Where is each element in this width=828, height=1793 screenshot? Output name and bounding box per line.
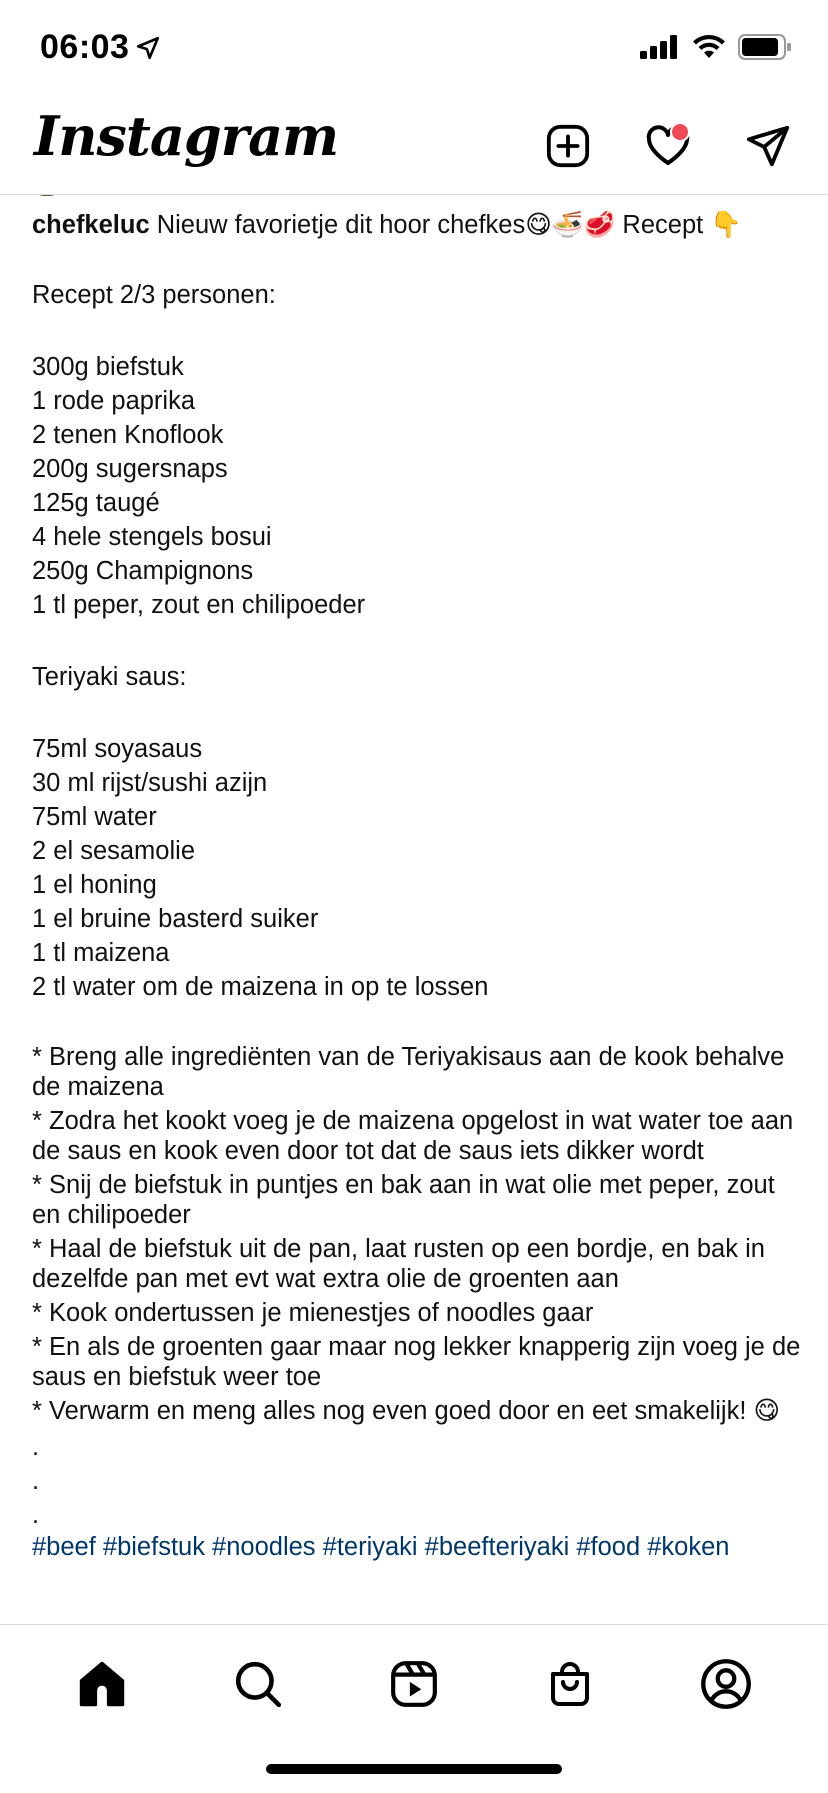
- sauce-ingredient-item: 1 el honing: [32, 871, 157, 899]
- recipe-step: * Zodra het kookt voeg je de maizena opgelost in wat water toe aan de saus en kook even door tot dat de saus iets dikker wordt: [32, 1107, 794, 1165]
- location-arrow-icon: [135, 35, 161, 61]
- messages-button[interactable]: [738, 116, 798, 176]
- cellular-signal-icon: [640, 35, 680, 59]
- sauce-title: Teriyaki saus:: [32, 663, 187, 691]
- ingredient-item: 200g sugersnaps: [32, 455, 228, 483]
- recipe-step: * En als de groenten gaar maar nog lekker knapperig zijn voeg je de saus en biefstuk weer toe: [32, 1333, 801, 1391]
- ingredient-item: 2 tenen Knoflook: [32, 421, 224, 449]
- separator-dot: .: [32, 1467, 40, 1495]
- app-header: [0, 100, 828, 195]
- sauce-ingredient-item: 1 el bruine basterd suiker: [32, 905, 319, 933]
- caption-intro: [32, 210, 802, 240]
- home-indicator[interactable]: [266, 1764, 562, 1774]
- ingredient-item: 250g Champignons: [32, 557, 254, 585]
- ingredient-item: 1 tl peper, zout en chilipoeder: [32, 591, 366, 619]
- battery-icon: [738, 34, 792, 60]
- search-icon: [233, 1659, 283, 1709]
- ingredient-item: 1 rode paprika: [32, 387, 196, 415]
- paper-plane-icon: [745, 123, 791, 169]
- serving-line: Recept 2/3 personen:: [32, 281, 276, 309]
- tab-shop[interactable]: [535, 1649, 605, 1719]
- sauce-ingredient-item: 2 tl water om de maizena in op te lossen: [32, 973, 489, 1001]
- separator-dot: .: [32, 1501, 40, 1529]
- activity-button[interactable]: [638, 116, 698, 176]
- home-icon: [76, 1658, 128, 1710]
- ingredient-item: 125g taugé: [32, 489, 160, 517]
- post-caption: [32, 210, 802, 1562]
- status-bar: [0, 0, 828, 100]
- tab-search[interactable]: [223, 1649, 293, 1719]
- ingredient-item: 4 hele stengels bosui: [32, 523, 272, 551]
- profile-icon: [700, 1658, 752, 1710]
- recipe-step: * Haal de biefstuk uit de pan, laat rusten op een bordje, en bak in dezelfde pan met evt wat extra olie de groenten aan: [32, 1235, 765, 1293]
- tab-profile[interactable]: [691, 1649, 761, 1719]
- recipe-step: * Breng alle ingrediënten van de Teriyakisaus aan de kook behalve de maizena: [32, 1043, 785, 1101]
- shopping-bag-icon: [546, 1660, 594, 1708]
- tab-reels[interactable]: [379, 1649, 449, 1719]
- create-post-button[interactable]: [538, 116, 598, 176]
- header-actions: [538, 116, 798, 176]
- caption-intro-text: Nieuw favorietje dit hoor chefkes😋🍜🥩 Recept 👇: [149, 211, 743, 239]
- status-indicators: [640, 34, 792, 60]
- hashtags[interactable]: #beef #biefstuk #noodles #teriyaki #beefteriyaki #food #koken: [32, 1533, 730, 1561]
- plus-square-icon: [545, 123, 591, 169]
- recipe-step: * Snij de biefstuk in puntjes en bak aan in wat olie met peper, zout en chilipoeder: [32, 1171, 775, 1229]
- status-time: [40, 28, 161, 67]
- recipe-step: * Verwarm en meng alles nog even goed door en eet smakelijk! 😋: [32, 1397, 781, 1425]
- sauce-ingredient-item: 75ml water: [32, 803, 157, 831]
- notification-dot: [670, 122, 690, 142]
- post-caption-view[interactable]: [0, 194, 828, 1624]
- clock: 06:03: [40, 28, 130, 66]
- username-link[interactable]: chefkeluc: [32, 211, 150, 239]
- ingredient-item: 300g biefstuk: [32, 353, 184, 381]
- reels-icon: [389, 1659, 439, 1709]
- sauce-ingredient-item: 30 ml rijst/sushi azijn: [32, 769, 268, 797]
- tab-home[interactable]: [67, 1649, 137, 1719]
- separator-dot: .: [32, 1433, 40, 1461]
- sauce-ingredient-item: 2 el sesamolie: [32, 837, 195, 865]
- sauce-ingredient-item: 75ml soyasaus: [32, 735, 203, 763]
- wifi-icon: [692, 35, 726, 59]
- instagram-logo[interactable]: Instagram: [34, 104, 339, 168]
- recipe-step: * Kook ondertussen je mienestjes of noodles gaar: [32, 1299, 594, 1327]
- sauce-ingredient-item: 1 tl maizena: [32, 939, 170, 967]
